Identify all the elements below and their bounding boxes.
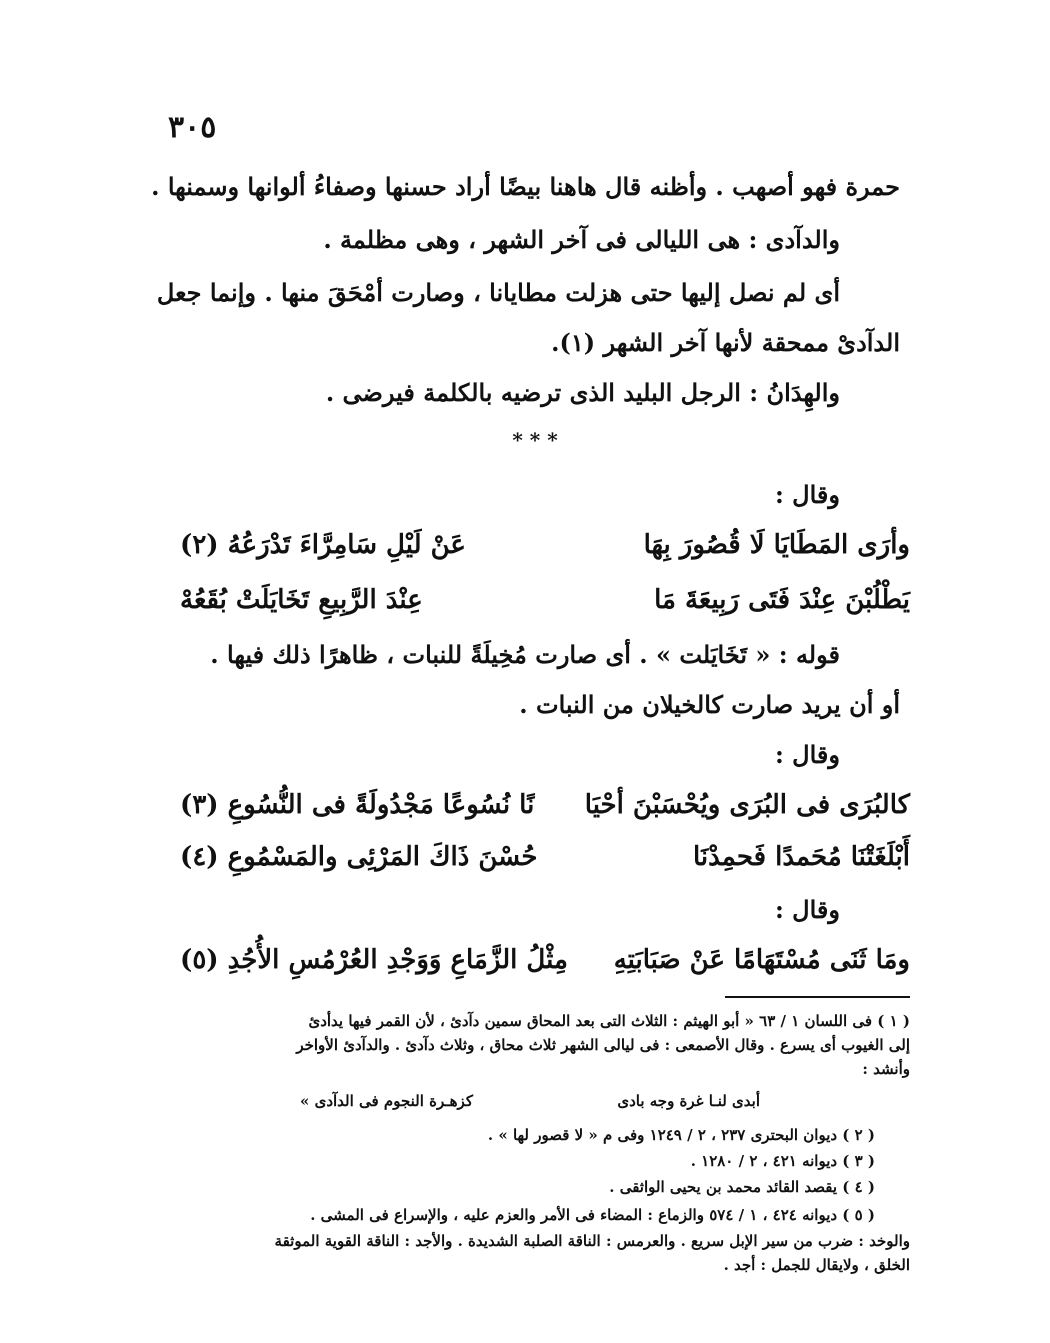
poem-verse (180, 530, 910, 560)
footnote-line: ( ١ ) فى اللسان ١ / ٦٣ « أبو الهيثم : الثلاث التى بعد المحاق سمين دآدئ ، لأن القمر فيها يدأدئ (308, 1012, 910, 1030)
footnote-verse (300, 1092, 760, 1110)
verse-first-hemistich: أَبْلَغَتْنَا مُحَمدًا فَحمِدْنَا (693, 842, 910, 872)
footnote-5: ( ٥ ) ديوانه ٤٢٤ ، ١ / ٥٧٤ والزماع : المضاء فى الأمر والعزم عليه ، والإسراع فى المشى . (310, 1206, 875, 1224)
footnote-verse-first: أبدى لنـا غرة وجه بادى (617, 1092, 760, 1110)
verse-first-hemistich: كالبُرَى فى البُرَى ويُحْسَبْنَ أحْيَا (584, 790, 910, 820)
commentary-line: أو أن يريد صارت كالخيلان من النبات . (519, 690, 900, 719)
footnote-line: الخلق ، ولايقال للجمل : أجد . (723, 1256, 910, 1274)
poem-verse (180, 945, 910, 975)
verse-first-hemistich: يَطْلُبْنَ عِنْدَ فَتَى رَبِيعَةَ مَا (654, 585, 910, 615)
paragraph-line: والدآدى : هى الليالى فى آخر الشهر ، وهى مظلمة . (323, 225, 840, 254)
footnote-divider (725, 996, 910, 998)
poem-verse (180, 790, 910, 820)
footnote-2: ( ٢ ) ديوان البحترى ٢٣٧ ، ٢ / ١٢٤٩ وفى م « لا قصور لها » . (487, 1126, 875, 1144)
paragraph-line: والهِدَانُ : الرجل البليد الذى ترضيه بالكلمة فيرضى . (325, 378, 840, 407)
qala-label: وقال : (774, 740, 840, 769)
page-number: ٣٠٥ (168, 110, 217, 145)
verse-second-hemistich: عَنْ لَيْلِ سَامِرَّاءَ تَدْرَعُهُ (٢) (180, 530, 466, 560)
verse-first-hemistich: وأرَى المَطَايَا لَا قُصُورَ بِهَا (643, 530, 910, 560)
qala-label: وقال : (774, 480, 840, 509)
footnote-verse-second: كزهـرة النجوم فى الدآدى » (300, 1092, 473, 1110)
footnote-line: والوخد : ضرب من سير الإبل سريع . والعرمس : الناقة الصلبة الشديدة . والأجد : الناقة القوية الموثقة (274, 1232, 910, 1250)
footnote-line: وأنشد : (862, 1060, 910, 1078)
verse-second-hemistich: عِنْدَ الرَّبِيعِ تَخَايَلَتْ بُقَعُهْ (180, 585, 423, 615)
verse-second-hemistich: مِثْلُ الزَّمَاعِ وَوَجْدِ العُرْمُسِ الأُجُدِ (٥) (180, 945, 568, 975)
qala-label: وقال : (774, 895, 840, 924)
footnote-4: ( ٤ ) يقصد القائد محمد بن يحيى الواثقى . (609, 1178, 875, 1196)
commentary-line: قوله : « تَخَايَلت » . أى صارت مُخِيلَةً للنبات ، ظاهرًا ذلك فيها . (210, 640, 840, 669)
footnote-3: ( ٣ ) ديوانه ٤٢١ ، ٢ / ١٢٨٠ . (690, 1152, 875, 1170)
poem-verse (180, 842, 910, 872)
paragraph-line: حمرة فهو أصهب . وأظنه قال هاهنا بيضًا أراد حسنها وصفاءُ ألوانها وسمنها . (151, 172, 900, 201)
verse-second-hemistich: حُسْنَ ذَاكَ المَرْئِى والمَسْمُوعِ (٤) (180, 842, 538, 872)
footnote-line: إلى الغيوب أى يسرع . وقال الأصمعى : فى ليالى الشهر ثلاث محاق ، وثلاث دآدئ . والدآدئ الأواخر (296, 1036, 910, 1054)
verse-second-hemistich: نًا نُسُوعًا مَجْدُولَةً فى النُّسُوعِ (٣) (180, 790, 535, 820)
section-separator: * * * (512, 428, 558, 452)
paragraph-line: أى لم نصل إليها حتى هزلت مطايانا ، وصارت أمْحَقَ منها . وإنما جعل (156, 278, 840, 307)
verse-first-hemistich: ومَا ثَنَى مُسْتَهَامًا عَنْ صَبَابَتِهِ (613, 945, 910, 975)
paragraph-line: الدآدىْ ممحقة لأنها آخر الشهر (١). (551, 328, 900, 357)
poem-verse (180, 585, 910, 615)
